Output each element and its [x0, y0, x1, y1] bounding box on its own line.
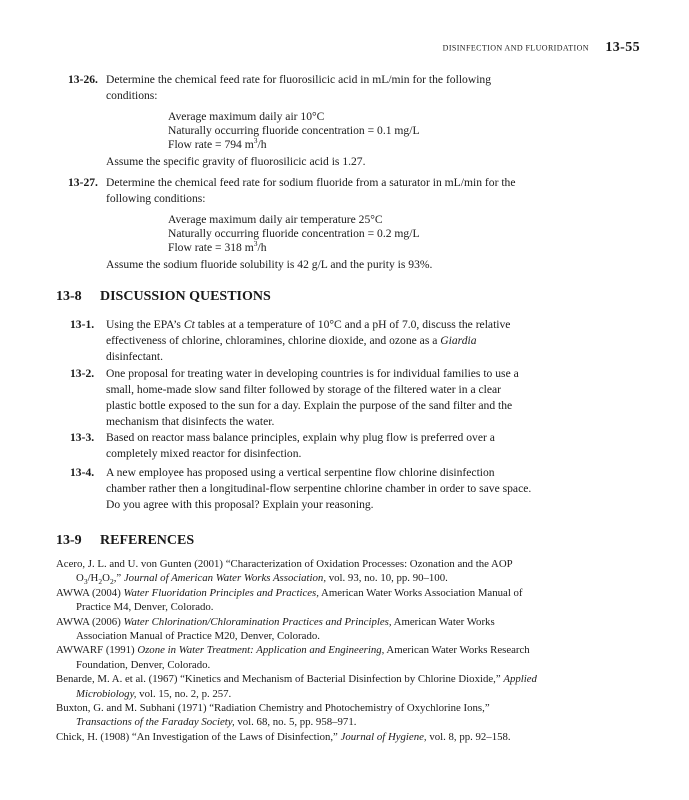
problem-closing: Assume the specific gravity of fluorosilicic acid is 1.27. — [106, 155, 366, 168]
given-line: Flow rate = 794 $m^3/h$ — [168, 136, 267, 151]
question-13-2 — [70, 366, 532, 430]
section-number: 13-8 — [56, 289, 82, 304]
given-conditions — [168, 213, 538, 255]
reference-entry: AWWA (2004) Water Fluoridation Principles and Practices, American Water Works Association Manual of Practice M4, Denver, Colorado. — [56, 586, 523, 614]
question-number: 13-2. — [70, 367, 95, 380]
page-header — [0, 40, 640, 56]
section-title: REFERENCES — [100, 533, 195, 548]
problem-number: 13-27. — [68, 176, 98, 189]
question-text: A new employee has proposed using a vertical serpentine flow chlorine disinfection chamber rather then a longitudinal-flow serpentine chlorine chamber in order to save space. Do you agree with this proposal? Explain your reasoning. — [106, 466, 532, 511]
problem-13-26 — [68, 72, 538, 170]
reference-entry: Acero, J. L. and U. von Gunten (2001) “Characterization of Oxidation Processes: Ozonation and the AOP $O_3/H_2O_2$,” Journal of American Water Works Association, vol. 93, no. 10, pp. 90–100. — [56, 558, 513, 587]
question-number: 13-4. — [70, 466, 95, 479]
problem-intro: Determine the chemical feed rate for sodium fluoride from a saturator in mL/min for the following conditions: — [106, 176, 516, 205]
section-heading-discussion — [56, 289, 271, 305]
given-line: Naturally occurring fluoride concentration = 0.2 mg/L — [168, 227, 420, 240]
question-13-3 — [70, 430, 532, 462]
given-line: Flow rate = 318 $m^3/h$ — [168, 239, 267, 254]
problem-13-27 — [68, 175, 538, 273]
running-head: DISINFECTION AND FLUORIDATION — [442, 43, 589, 53]
question-13-4 — [70, 465, 532, 513]
given-line: Naturally occurring fluoride concentration = 0.1 mg/L — [168, 124, 420, 137]
question-text: One proposal for treating water in developing countries is for individual families to use a small, home-made slow sand filter followed by storage of the filtered water in a clear plastic bottle exposed to the sun for a day. Explain the purpose of the sand filter and the mechanism that disinfects the water. — [106, 367, 519, 428]
section-number: 13-9 — [56, 533, 82, 548]
given-line: Average maximum daily air 10°C — [168, 110, 325, 123]
problem-intro: Determine the chemical feed rate for fluorosilicic acid in mL/min for the following conditions: — [106, 73, 492, 102]
section-heading-references — [56, 533, 194, 549]
question-number: 13-1. — [70, 318, 95, 331]
reference-entry: Chick, H. (1908) “An Investigation of the Laws of Disinfection,” Journal of Hygiene, vol. 8, pp. 92–158. — [56, 730, 511, 743]
reference-list — [56, 557, 546, 744]
question-13-1 — [70, 317, 532, 365]
reference-entry: Benarde, M. A. et al. (1967) “Kinetics and Mechanism of Bacterial Disinfection by Chlorine Dioxide,” Applied Microbiology, vol. 15, no. 2, p. 257. — [56, 673, 537, 700]
section-title: DISCUSSION QUESTIONS — [100, 289, 271, 304]
problem-closing: Assume the sodium fluoride solubility is 42 g/L and the purity is 93%. — [106, 258, 433, 271]
page-number: 13-55 — [605, 40, 640, 55]
problem-number: 13-26. — [68, 73, 98, 86]
reference-entry: Buxton, G. and M. Subhani (1971) “Radiation Chemistry and Photochemistry of Oxychlorine Ions,” Transactions of the Faraday Society, vol. 68, no. 5, pp. 958–971. — [56, 702, 490, 729]
question-text: Based on reactor mass balance principles, explain why plug flow is preferred over a completely mixed reactor for disinfection. — [106, 431, 495, 460]
question-text: Using the EPA’s Ct tables at a temperature of 10°C and a pH of 7.0, discuss the relative effectiveness of chlorine, chloramines, chlorine dioxide, and ozone as a Giardia disinfectant. — [106, 318, 511, 363]
question-number: 13-3. — [70, 431, 95, 444]
given-line: Average maximum daily air temperature 25°C — [168, 213, 383, 226]
given-conditions — [168, 110, 538, 152]
reference-entry: AWWA (2006) Water Chlorination/Chloramination Practices and Principles, American Water Works Association Manual of Practice M20, Denver, Colorado. — [56, 615, 495, 643]
reference-entry: AWWARF (1991) Ozone in Water Treatment: Application and Engineering, American Water Works Research Foundation, Denver, Colorado. — [56, 644, 530, 671]
